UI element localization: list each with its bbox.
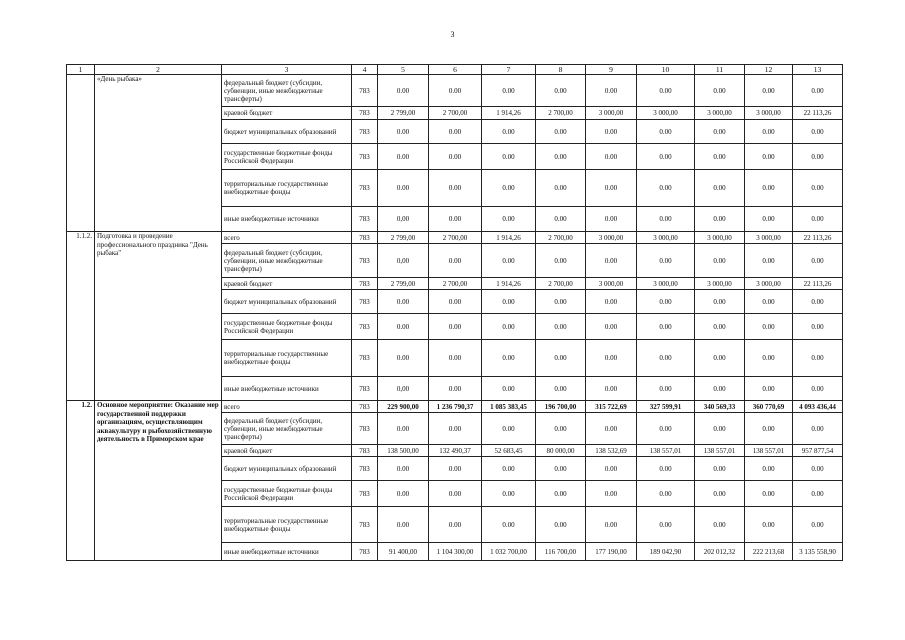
amount-cell: 0.00	[586, 244, 637, 278]
amount-cell: 0.00	[536, 413, 586, 445]
page-number: 3	[450, 30, 455, 39]
amount-cell: 0.00	[429, 75, 482, 107]
amount-cell: 0.00	[637, 290, 695, 314]
amount-cell: 0.00	[695, 170, 745, 207]
amount-cell: 0.00	[745, 75, 793, 107]
amount-cell: 0,00	[378, 244, 429, 278]
amount-cell: 0.00	[793, 481, 843, 507]
header-row	[67, 65, 843, 75]
amount-cell: 0.00	[793, 457, 843, 481]
amount-cell: 0.00	[482, 120, 536, 144]
amount-cell: 0.00	[745, 340, 793, 377]
table-row	[67, 232, 843, 244]
ministry-code: 783	[352, 481, 378, 507]
amount-cell: 3 000,00	[695, 232, 745, 244]
column-header-9: 9	[586, 65, 637, 75]
amount-cell: 0.00	[745, 507, 793, 543]
amount-cell: 0.00	[637, 457, 695, 481]
amount-cell: 3 000,00	[745, 232, 793, 244]
amount-cell: 0.00	[482, 170, 536, 207]
amount-cell: 0.00	[637, 413, 695, 445]
item-index: 1.2.	[67, 401, 95, 561]
amount-cell: 3 000,00	[586, 232, 637, 244]
amount-cell: 0.00	[793, 120, 843, 144]
ministry-code: 783	[352, 314, 378, 340]
column-header-2: 2	[95, 65, 222, 75]
amount-cell: 0.00	[429, 207, 482, 232]
amount-cell: 0.00	[695, 457, 745, 481]
column-header-3: 3	[222, 65, 352, 75]
amount-cell: 138 532,69	[586, 445, 637, 457]
amount-cell: 91 400,00	[378, 543, 429, 561]
amount-cell: 202 012,32	[695, 543, 745, 561]
amount-cell: 2 799,00	[378, 107, 429, 120]
amount-cell: 0.00	[378, 120, 429, 144]
funding-source: иные внебюджетные источники	[222, 543, 352, 561]
amount-cell: 0.00	[482, 340, 536, 377]
column-header-8: 8	[536, 65, 586, 75]
amount-cell: 0.00	[429, 290, 482, 314]
amount-cell: 0.00	[482, 75, 536, 107]
amount-cell: 0.00	[536, 144, 586, 170]
amount-cell: 0.00	[637, 144, 695, 170]
funding-source: краевой бюджет	[222, 278, 352, 290]
amount-cell: 0.00	[536, 314, 586, 340]
table-body	[67, 75, 843, 561]
amount-cell: 0.00	[378, 413, 429, 445]
amount-cell: 0.00	[378, 507, 429, 543]
amount-cell: 2 700,00	[429, 278, 482, 290]
column-header-13: 13	[793, 65, 843, 75]
amount-cell: 0.00	[482, 207, 536, 232]
amount-cell: 0,00	[378, 207, 429, 232]
item-name: «День рыбака»	[95, 75, 222, 232]
amount-cell: 0.00	[793, 507, 843, 543]
amount-cell: 315 722,69	[586, 401, 637, 413]
column-header-6: 6	[429, 65, 482, 75]
column-header-5: 5	[378, 65, 429, 75]
amount-cell: 3 000,00	[637, 232, 695, 244]
amount-cell: 22 113,26	[793, 232, 843, 244]
funding-source: бюджет муниципальных образований	[222, 120, 352, 144]
funding-source: краевой бюджет	[222, 445, 352, 457]
amount-cell: 0.00	[637, 244, 695, 278]
funding-source: иные внебюджетные источники	[222, 207, 352, 232]
amount-cell: 0.00	[482, 290, 536, 314]
amount-cell: 0.00	[695, 340, 745, 377]
amount-cell: 0.00	[429, 481, 482, 507]
item-name: Основное мероприятие: Оказание мер государственной поддержки организациям, осуществляющим аквакультуру и рыбохозяйственную деятельность в Приморском крае	[95, 401, 222, 561]
funding-source: территориальные государственные внебюджетные фонды	[222, 170, 352, 207]
ministry-code: 783	[352, 445, 378, 457]
amount-cell: 0.00	[637, 481, 695, 507]
amount-cell: 0.00	[793, 144, 843, 170]
amount-cell: 0.00	[637, 507, 695, 543]
amount-cell: 1 085 383,45	[482, 401, 536, 413]
ministry-code: 783	[352, 144, 378, 170]
ministry-code: 783	[352, 107, 378, 120]
funding-source: краевой бюджет	[222, 107, 352, 120]
amount-cell: 0.00	[429, 144, 482, 170]
amount-cell: 222 213,68	[745, 543, 793, 561]
ministry-code: 783	[352, 278, 378, 290]
amount-cell: 360 770,69	[745, 401, 793, 413]
amount-cell: 0.00	[536, 340, 586, 377]
item-index: 1.1.2.	[67, 232, 95, 401]
item-name: Подготовка и проведение профессионального праздника "День рыбака"	[95, 232, 222, 401]
funding-source: федеральный бюджет (субсидии, субвенции, иные межбюджетные трансферты)	[222, 244, 352, 278]
amount-cell: 0.00	[429, 244, 482, 278]
amount-cell: 0.00	[482, 314, 536, 340]
amount-cell: 2 700,00	[536, 232, 586, 244]
amount-cell: 0.00	[429, 120, 482, 144]
funding-source: государственные бюджетные фонды Российской Федерации	[222, 314, 352, 340]
amount-cell: 0.00	[793, 75, 843, 107]
funding-source: территориальные государственные внебюджетные фонды	[222, 340, 352, 377]
amount-cell: 3 135 558,90	[793, 543, 843, 561]
amount-cell: 0.00	[378, 290, 429, 314]
funding-source: государственные бюджетные фонды Российской Федерации	[222, 144, 352, 170]
ministry-code: 783	[352, 543, 378, 561]
amount-cell: 138 557,01	[745, 445, 793, 457]
amount-cell: 3 000,00	[745, 278, 793, 290]
funding-source: территориальные государственные внебюджетные фонды	[222, 507, 352, 543]
amount-cell: 0.00	[586, 207, 637, 232]
amount-cell: 0.00	[378, 75, 429, 107]
amount-cell: 0.00	[586, 170, 637, 207]
amount-cell: 0.00	[793, 244, 843, 278]
amount-cell: 0.00	[429, 340, 482, 377]
amount-cell: 0.00	[378, 457, 429, 481]
column-header-7: 7	[482, 65, 536, 75]
amount-cell: 2 700,00	[536, 107, 586, 120]
amount-cell: 116 700,00	[536, 543, 586, 561]
amount-cell: 0.00	[482, 413, 536, 445]
amount-cell: 0.00	[695, 244, 745, 278]
amount-cell: 0.00	[695, 144, 745, 170]
amount-cell: 0.00	[745, 481, 793, 507]
column-header-12: 12	[745, 65, 793, 75]
amount-cell: 0.00	[429, 170, 482, 207]
amount-cell: 0.00	[586, 120, 637, 144]
amount-cell: 0.00	[793, 207, 843, 232]
amount-cell: 0.00	[586, 413, 637, 445]
amount-cell: 957 877,54	[793, 445, 843, 457]
amount-cell: 3 000,00	[695, 107, 745, 120]
amount-cell: 0.00	[695, 290, 745, 314]
amount-cell: 0.00	[793, 340, 843, 377]
amount-cell: 1 914,26	[482, 232, 536, 244]
amount-cell: 4 093 436,44	[793, 401, 843, 413]
amount-cell: 1 914,26	[482, 278, 536, 290]
amount-cell: 132 490,37	[429, 445, 482, 457]
amount-cell: 22 113,26	[793, 278, 843, 290]
amount-cell: 0.00	[637, 340, 695, 377]
ministry-code: 783	[352, 457, 378, 481]
amount-cell: 0.00	[745, 290, 793, 314]
amount-cell: 0.00	[695, 75, 745, 107]
amount-cell: 3 000,00	[745, 107, 793, 120]
amount-cell: 0.00	[793, 290, 843, 314]
item-index	[67, 75, 95, 232]
amount-cell: 0.00	[586, 481, 637, 507]
amount-cell: 0.00	[586, 144, 637, 170]
amount-cell: 80 000,00	[536, 445, 586, 457]
amount-cell: 0.00	[429, 507, 482, 543]
ministry-code: 783	[352, 401, 378, 413]
amount-cell: 0.00	[637, 314, 695, 340]
amount-cell: 0.00	[429, 314, 482, 340]
ministry-code: 783	[352, 507, 378, 543]
amount-cell: 0.00	[378, 144, 429, 170]
amount-cell: 3 000,00	[695, 278, 745, 290]
ministry-code: 783	[352, 340, 378, 377]
amount-cell: 196 700,00	[536, 401, 586, 413]
amount-cell: 3 000,00	[586, 278, 637, 290]
amount-cell: 0.00	[695, 507, 745, 543]
amount-cell: 0.00	[536, 290, 586, 314]
amount-cell: 0.00	[695, 377, 745, 401]
amount-cell: 1 032 700,00	[482, 543, 536, 561]
funding-source: государственные бюджетные фонды Российской Федерации	[222, 481, 352, 507]
amount-cell: 0.00	[482, 507, 536, 543]
amount-cell: 1 104 300,00	[429, 543, 482, 561]
amount-cell: 0.00	[536, 244, 586, 278]
amount-cell: 0.00	[745, 314, 793, 340]
ministry-code: 783	[352, 207, 378, 232]
amount-cell: 0.00	[745, 120, 793, 144]
amount-cell: 52 683,45	[482, 445, 536, 457]
amount-cell: 0.00	[637, 170, 695, 207]
amount-cell: 0.00	[745, 244, 793, 278]
amount-cell: 0.00	[482, 481, 536, 507]
funding-source: федеральный бюджет (субсидии, субвенции, иные межбюджетные трансферты)	[222, 75, 352, 107]
amount-cell: 0.00	[586, 507, 637, 543]
amount-cell: 0.00	[536, 207, 586, 232]
amount-cell: 138 500,00	[378, 445, 429, 457]
amount-cell: 0.00	[378, 481, 429, 507]
amount-cell: 0.00	[429, 377, 482, 401]
amount-cell: 3 000,00	[637, 278, 695, 290]
funding-source: бюджет муниципальных образований	[222, 290, 352, 314]
amount-cell: 138 557,01	[695, 445, 745, 457]
amount-cell: 0.00	[745, 207, 793, 232]
budget-table	[66, 64, 843, 561]
column-header-4: 4	[352, 65, 378, 75]
ministry-code: 783	[352, 232, 378, 244]
funding-source: бюджет муниципальных образований	[222, 457, 352, 481]
column-header-11: 11	[695, 65, 745, 75]
ministry-code: 783	[352, 413, 378, 445]
amount-cell: 0.00	[695, 413, 745, 445]
amount-cell: 0.00	[536, 75, 586, 107]
amount-cell: 1 914,26	[482, 107, 536, 120]
amount-cell: 0.00	[695, 314, 745, 340]
amount-cell: 0.00	[536, 377, 586, 401]
amount-cell: 0.00	[793, 377, 843, 401]
amount-cell: 327 599,91	[637, 401, 695, 413]
funding-source: всего	[222, 401, 352, 413]
amount-cell: 0.00	[695, 120, 745, 144]
amount-cell: 0.00	[536, 507, 586, 543]
amount-cell: 0.00	[586, 340, 637, 377]
amount-cell: 229 900,00	[378, 401, 429, 413]
amount-cell: 0.00	[482, 244, 536, 278]
ministry-code: 783	[352, 120, 378, 144]
amount-cell: 0.00	[745, 170, 793, 207]
ministry-code: 783	[352, 244, 378, 278]
amount-cell: 0.00	[429, 457, 482, 481]
amount-cell: 0.00	[536, 457, 586, 481]
ministry-code: 783	[352, 290, 378, 314]
amount-cell: 0.00	[586, 75, 637, 107]
funding-source: иные внебюджетные источники	[222, 377, 352, 401]
column-header-1: 1	[67, 65, 95, 75]
amount-cell: 0.00	[378, 170, 429, 207]
amount-cell: 0.00	[637, 75, 695, 107]
table-row	[67, 75, 843, 107]
amount-cell: 2 700,00	[536, 278, 586, 290]
amount-cell: 22 113,26	[793, 107, 843, 120]
amount-cell: 3 000,00	[586, 107, 637, 120]
amount-cell: 2 799,00	[378, 232, 429, 244]
amount-cell: 340 569,33	[695, 401, 745, 413]
amount-cell: 0.00	[586, 377, 637, 401]
amount-cell: 0.00	[378, 314, 429, 340]
amount-cell: 2 700,00	[429, 107, 482, 120]
amount-cell: 0.00	[637, 207, 695, 232]
amount-cell: 0.00	[637, 120, 695, 144]
amount-cell: 0.00	[536, 170, 586, 207]
amount-cell: 0.00	[482, 377, 536, 401]
amount-cell: 0.00	[586, 314, 637, 340]
amount-cell: 0.00	[793, 314, 843, 340]
amount-cell: 0.00	[695, 481, 745, 507]
amount-cell: 0,00	[378, 377, 429, 401]
amount-cell: 0.00	[793, 413, 843, 445]
amount-cell: 0.00	[482, 144, 536, 170]
ministry-code: 783	[352, 170, 378, 207]
amount-cell: 0.00	[536, 481, 586, 507]
amount-cell: 138 557,01	[637, 445, 695, 457]
amount-cell: 0.00	[745, 144, 793, 170]
amount-cell: 0.00	[745, 377, 793, 401]
amount-cell: 2 700,00	[429, 232, 482, 244]
funding-source: всего	[222, 232, 352, 244]
amount-cell: 1 236 790,37	[429, 401, 482, 413]
amount-cell: 0.00	[745, 457, 793, 481]
amount-cell: 0.00	[536, 120, 586, 144]
amount-cell: 189 042,90	[637, 543, 695, 561]
column-header-10: 10	[637, 65, 695, 75]
amount-cell: 177 190,00	[586, 543, 637, 561]
amount-cell: 3 000,00	[637, 107, 695, 120]
amount-cell: 0.00	[429, 413, 482, 445]
ministry-code: 783	[352, 75, 378, 107]
amount-cell: 0.00	[745, 413, 793, 445]
amount-cell: 0.00	[482, 457, 536, 481]
amount-cell: 0.00	[637, 377, 695, 401]
funding-source: федеральный бюджет (субсидии, субвенции, иные межбюджетные трансферты)	[222, 413, 352, 445]
table-row	[67, 401, 843, 413]
amount-cell: 0.00	[586, 290, 637, 314]
amount-cell: 0.00	[586, 457, 637, 481]
amount-cell: 2 799,00	[378, 278, 429, 290]
amount-cell: 0.00	[695, 207, 745, 232]
amount-cell: 0.00	[378, 340, 429, 377]
ministry-code: 783	[352, 377, 378, 401]
amount-cell: 0.00	[793, 170, 843, 207]
